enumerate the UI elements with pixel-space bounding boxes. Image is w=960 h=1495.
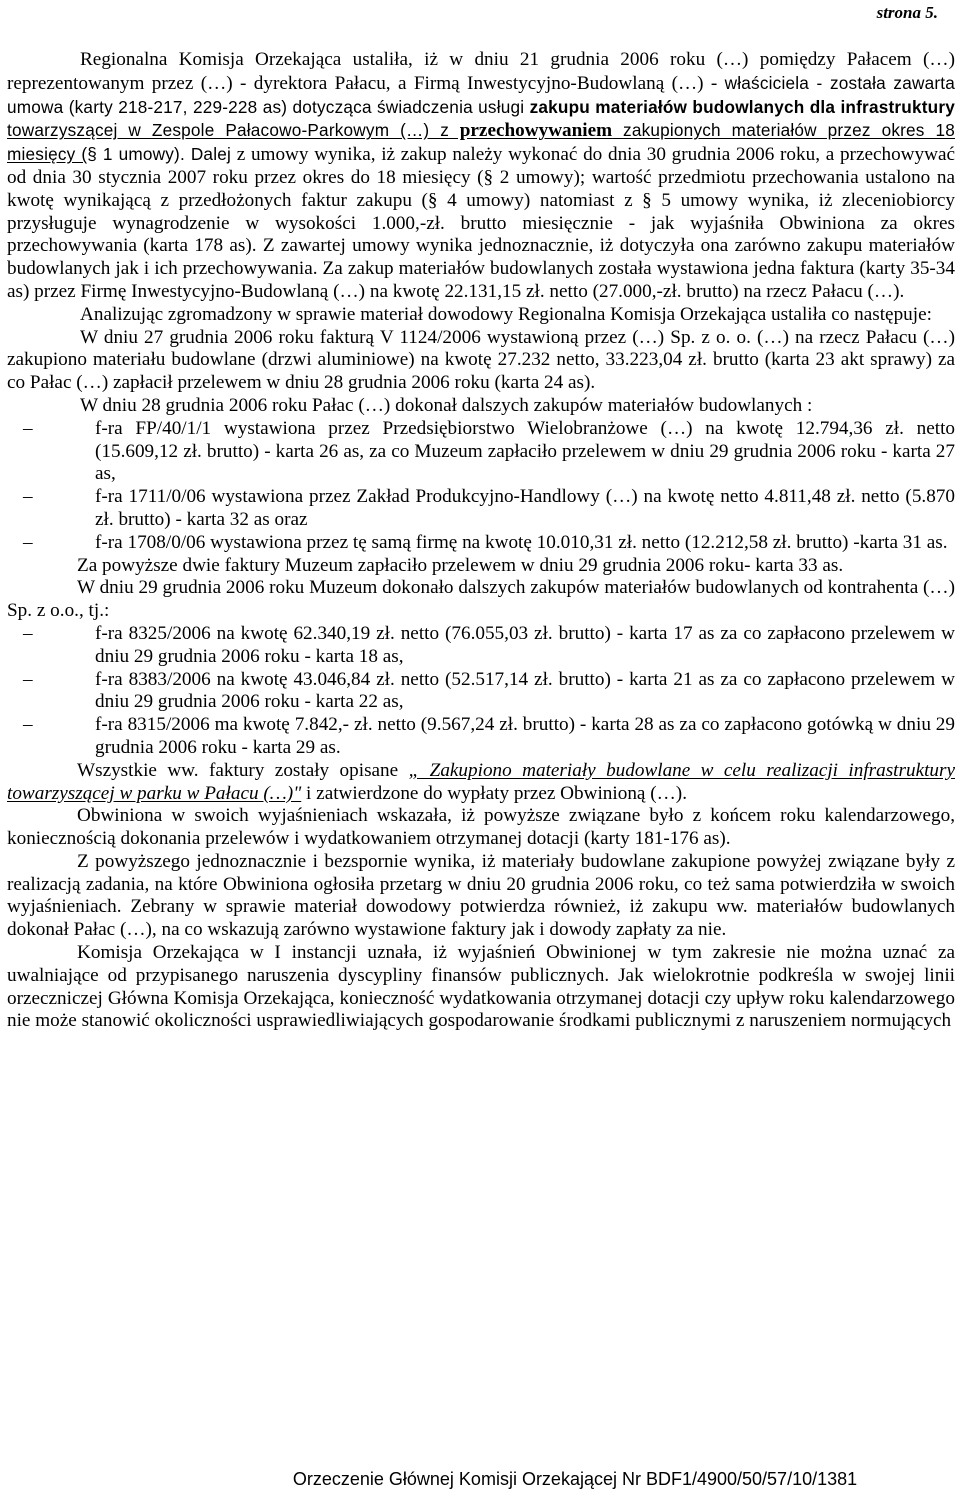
invoice-description-quote: „ Zakupiono materiały budowlane w celu realizacji infrastruktury towarzyszącej w parku w Pałacu (…)" (7, 759, 956, 804)
invoice-list-28-december (7, 418, 955, 555)
dash-bullet: – (23, 486, 33, 508)
agreement-period-underlined: zakupionych materiałów przez okres 18 miesięcy ( (7, 120, 956, 165)
paragraph-agreement (7, 49, 955, 304)
agreement-storage-underlined: przechowywaniem (449, 120, 613, 142)
dash-bullet: – (23, 714, 33, 736)
agreement-subject-underlined: towarzyszącej w Zespole Pałacowo-Parkowym (…) z (7, 120, 450, 141)
agreement-subject-text: właściciela - została zawarta umowa (karty 218-217, 229-228 as) dotycząca świadczenia usługi (7, 72, 955, 117)
agreement-clause-ref: § 1 umowy). Dalej (87, 144, 231, 165)
page-footer: Orzeczenie Głównej Komisji Orzekającej Nr BDF1/4900/50/57/10/1381 (292, 1469, 858, 1489)
list-item-text: f-ra 8383/2006 na kwotę 43.046,84 zł. netto (52.517,14 zł. brutto) - karta 21 as za co zapłacono przelewem w dniu 29 grudnia 2006 roku - karta 22 as, (95, 668, 955, 713)
paragraph-invoice-27-december: W dniu 27 grudnia 2006 roku fakturą V 1124/2006 wystawioną przez (…) Sp. z o. o. (…) na rzecz Pałacu (…) zakupiono materiału budowlane (drzwi aluminiowe) na kwotę 27.232 netto, 33.223,04 zł. brutto (karta 23 akt sprawy) za co Pałac (…) zapłacił przelewem w dniu 28 grudnia 2006 roku (karta 24 as). (7, 326, 955, 394)
invoice-description-lead: Wszystkie ww. faktury zostały opisane (77, 759, 409, 781)
list-item (7, 532, 955, 555)
list-item (7, 714, 955, 760)
invoice-list-29-december (7, 623, 955, 760)
list-item-text: f-ra 8325/2006 na kwotę 62.340,19 zł. netto (76.055,03 zł. brutto) - karta 17 as za co zapłacono przelewem w dniu 29 grudnia 2006 roku - karta 18 as, (95, 622, 955, 667)
list-item-text: f-ra 1711/0/06 wystawiona przez Zakład Produkcyjno-Handlowy (…) na kwotę netto 4.811,48 zł. netto (5.870 zł. brutto) - karta 32 as oraz (95, 486, 955, 530)
list-item (7, 623, 955, 669)
list-item-text: f-ra 1708/0/06 wystawiona przez tę samą firmę na kwotę 10.010,31 zł. netto (12.212,58 zł. brutto) -karta 31 as. (95, 531, 948, 553)
list-item-text: f-ra 8315/2006 ma kwotę 7.842,- zł. netto (9.567,24 zł. brutto) - karta 28 as za co zapłacono gotówką w dniu 29 grudnia 2006 roku - karta 29 as. (95, 714, 955, 758)
invoice-description-tail: i zatwierdzone do wypłaty przez Obwinioną (…). (301, 782, 687, 804)
dash-bullet: – (23, 417, 33, 439)
agreement-storage-bold (449, 120, 612, 141)
agreement-subject-bold: zakupu materiałów budowlanych dla infrastruktury (529, 96, 956, 117)
paragraph-analysis: Analizując zgromadzony w sprawie materiał dowodowy Regionalna Komisja Orzekająca ustaliła co następuje: (80, 303, 932, 325)
paragraph-agreement-text: Regionalna Komisja Orzekająca ustaliła, iż w dniu 21 grudnia 2006 roku (…) pomiędzy Pałacem (…) reprezentowanym przez (…) - dyrektora Pałacu, a Firmą Inwestycyjno-Budowlaną (…) - (7, 49, 955, 94)
page-number: strona 5. (876, 3, 938, 22)
paragraph-explanations: Obwiniona w swoich wyjaśnieniach wskazała, iż powyższe związane było z końcem roku kalendarzowego, koniecznością dokonania przelewów i wydatkowaniem otrzymanej dotacji (karty 181-176 as). (7, 805, 955, 850)
list-item (7, 418, 955, 486)
paragraph-payment-two-invoices: Za powyższe dwie faktury Muzeum zapłaciło przelewem w dniu 29 grudnia 2006 roku- karta 33 as. (77, 554, 844, 576)
dash-bullet: – (23, 668, 33, 690)
list-item (7, 669, 955, 715)
dash-bullet: – (23, 622, 33, 644)
paragraph-invoice-description (7, 760, 955, 806)
list-item-text: f-ra FP/40/1/1 wystawiona przez Przedsiębiorstwo Wielobranżowe (…) na kwotę 12.794,36 zł. netto (15.609,12 zł. brutto) - karta 26 as, za co Muzeum zapłaciło przelewem w dniu 29 grudnia 2006 roku - karta 27 as, (95, 417, 955, 485)
paragraph-commission-ruling: Komisja Orzekająca w I instancji uznała, iż wyjaśnień Obwinionej w tym zakresie nie można uznać za uwalniające od przypisanego naruszenia dyscypliny finansów publicznych. Jak wielokrotnie podkreśla w swojej linii orzeczniczej Główna Komisja Orzekająca, konieczność wydatkowania otrzymanej dotacji czy upływ roku kalendarzowego nie może stanowić okoliczności usprawiedliwiających gospodarowanie środkami publicznymi z naruszeniem normujących (7, 942, 955, 1032)
agreement-details-text: z umowy wynika, iż zakup należy wykonać do dnia 30 grudnia 2006 roku, a przechowywać od dnia 30 stycznia 2007 roku przez okres do 18 miesięcy (§ 2 umowy); wartość przedmiotu przechowania ustalono na kwotę wynikającą z przedłożonych faktur zakupu (§ 4 umowy) natomiast z § 5 umowy wynika, iż zleceniobiorcy przysługuje wynagrodzenie w wysokości 1.000,-zł. brutto miesięcznie - jak wyjaśniła Obwiniona za okres przechowywania (karta 178 as). Z zawartej umowy wynika jednoznacznie, iż dotyczyła ona zarówno zakupu materiałów budowlanych jak i ich przechowywania. Za zakup materiałów budowlanych została wystawiona jedna faktura (karty 35-34 as) przez Firmę Inwestycyjno-Budowlaną (…) na kwotę 22.131,15 zł. netto (27.000,-zł. brutto) na rzecz Pałacu (…). (7, 144, 956, 302)
paragraph-purchases-28-december: W dniu 28 grudnia 2006 roku Pałac (…) dokonał dalszych zakupów materiałów budowlanych : (80, 394, 813, 416)
paragraph-conclusion: Z powyższego jednoznacznie i bezspornie wynika, iż materiały budowlane zakupione powyżej związane były z realizacją zadania, na które Obwiniona ogłosiła przetarg w dniu 20 grudnia 2006 roku, co też sama potwierdziła w swoich wyjaśnieniach. Zebrany w sprawie materiał dowodowy potwierdza również, iż zakupu ww. materiałów budowlanych dokonał Pałac (…), na co wskazują zarówno wystawione faktury jak i dowody zapłaty za nie. (7, 850, 955, 941)
list-item (7, 486, 955, 532)
dash-bullet: – (23, 531, 33, 553)
document-body (7, 49, 955, 1033)
paragraph-purchases-29-december: W dniu 29 grudnia 2006 roku Muzeum dokonało dalszych zakupów materiałów budowlanych od kontrahenta (…) Sp. z o.o., tj.: (7, 577, 955, 622)
